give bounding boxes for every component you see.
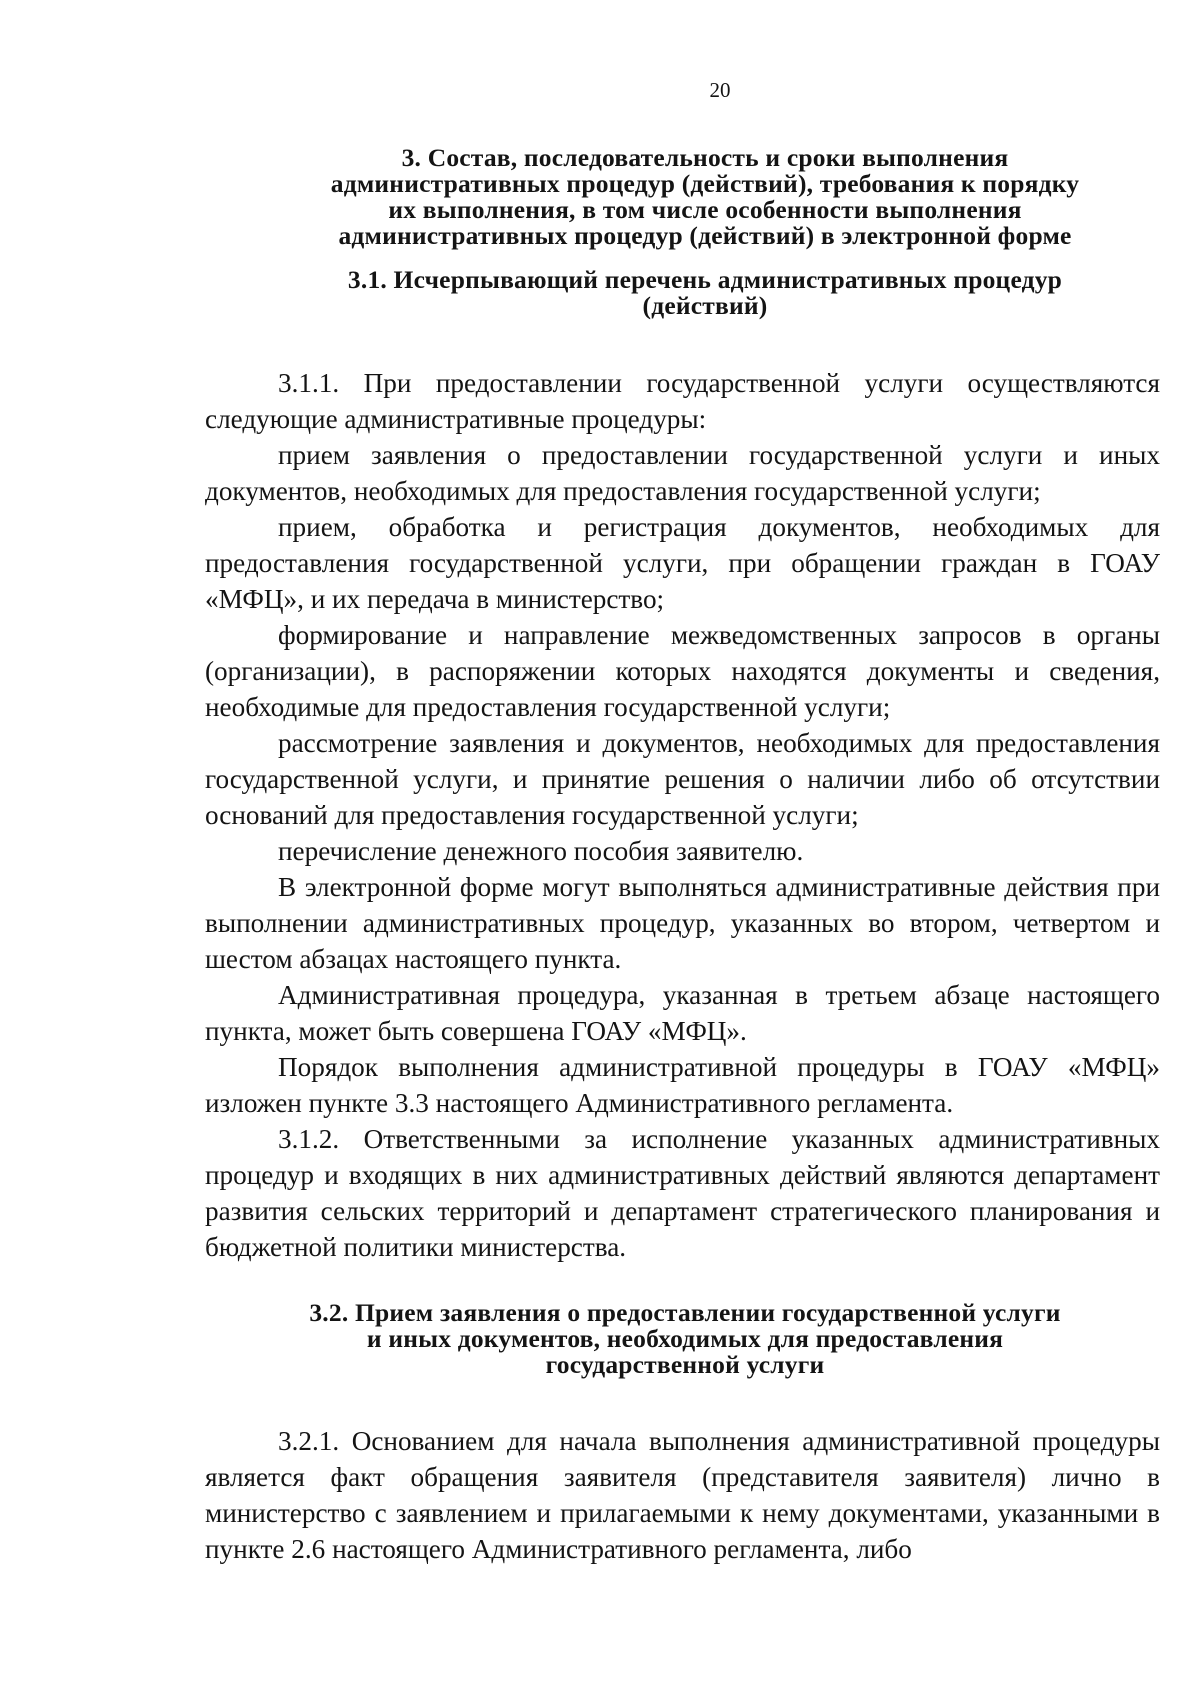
section-heading-line: 3. Состав, последовательность и сроки выполнения [401, 143, 1009, 172]
section-heading-line: их выполнения, в том числе особенности выполнения [388, 195, 1022, 224]
paragraph-mfc-procedure: Административная процедура, указанная в третьем абзаце настоящего пункта, может быть совершена ГОАУ «МФЦ». [205, 980, 1160, 1046]
subsection-heading-line: и иных документов, необходимых для предоставления [366, 1324, 1004, 1353]
body-text-3-1 [205, 365, 1160, 1265]
paragraph-3-2-1: 3.2.1. Основанием для начала выполнения административной процедуры является факт обращения заявителя (представителя заявителя) лично в министерство с заявлением и прилагаемыми к нему документами, указанными в пункте 2.6 настоящего Административного регламента, либо [205, 1426, 1160, 1564]
body-text-3-2 [205, 1423, 1160, 1567]
list-item-mfc-processing: прием, обработка и регистрация документов, необходимых для предоставления государственной услуги, при обращении граждан в ГОАУ «МФЦ», и их передача в министерство; [205, 512, 1160, 614]
section-heading-line: административных процедур (действий), требования к порядку [330, 169, 1080, 198]
page-number: 20 [709, 78, 731, 102]
paragraph-3-1-1: 3.1.1. При предоставлении государственной услуги осуществляются следующие административные процедуры: [205, 368, 1160, 434]
subsection-heading-line: 3.1. Исчерпывающий перечень административных процедур [347, 265, 1063, 294]
list-item-application-intake: прием заявления о предоставлении государственной услуги и иных документов, необходимых для предоставления государственной услуги; [205, 440, 1160, 506]
section-heading [205, 145, 1200, 249]
list-item-review-decision: рассмотрение заявления и документов, необходимых для предоставления государственной услуги, и принятие решения о наличии либо об отсутствии оснований для предоставления государственной услуги; [205, 728, 1160, 830]
list-item-payment: перечисление денежного пособия заявителю. [278, 836, 804, 866]
paragraph-electronic-form: В электронной форме могут выполняться административные действия при выполнении административных процедур, указанных во втором, четвертом и шестом абзацах настоящего пункта. [205, 872, 1160, 974]
subsection-heading-line: государственной услуги [545, 1350, 825, 1379]
section-heading-line: административных процедур (действий) в электронной форме [338, 221, 1072, 250]
list-item-interagency-requests: формирование и направление межведомственных запросов в органы (организации), в распоряжении которых находятся документы и сведения, необходимые для предоставления государственной услуги; [205, 620, 1160, 722]
subsection-heading-3-1 [305, 267, 1105, 319]
paragraph-3-1-2: 3.1.2. Ответственными за исполнение указанных административных процедур и входящих в них административных действий являются департамент развития сельских территорий и департамент стратегического планирования и бюджетной политики министерства. [205, 1124, 1160, 1262]
paragraph-mfc-order: Порядок выполнения административной процедуры в ГОАУ «МФЦ» изложен пункте 3.3 настоящего Административного регламента. [205, 1052, 1160, 1118]
subsection-heading-line: 3.2. Прием заявления о предоставлении государственной услуги [309, 1298, 1061, 1327]
subsection-heading-3-2 [245, 1300, 1125, 1378]
subsection-heading-line: (действий) [642, 291, 768, 320]
